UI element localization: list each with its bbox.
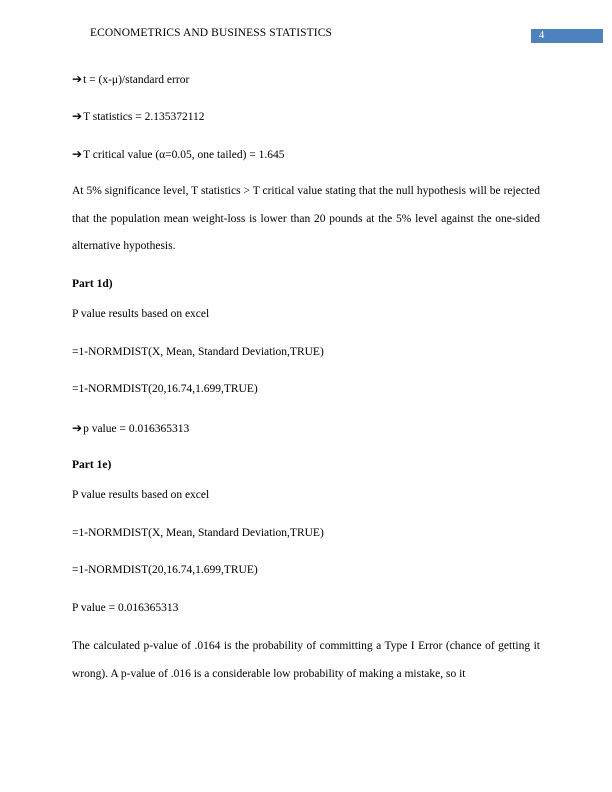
t-critical-line [72,147,285,161]
t-critical-text: T critical value (α=0.05, one tailed) = 1.645 [83,149,285,161]
p-value-excel-label-2: P value results based on excel [72,489,210,501]
p-value-line-2: P value = 0.016365313 [72,602,179,614]
p-value-text-1: p value = 0.016365313 [83,423,190,435]
arrow-right-icon: ➔ [72,72,83,86]
arrow-right-icon: ➔ [72,147,83,161]
normdist-formula-values-2: =1-NORMDIST(20,16.74,1.699,TRUE) [72,564,258,576]
p-value-line-1 [72,421,189,435]
arrow-right-icon: ➔ [72,421,83,435]
t-statistic-text: T statistics = 2.135372112 [83,111,205,123]
p-value-excel-label-1: P value results based on excel [72,308,210,320]
page-number: 4 [531,29,603,43]
interpretation-paragraph: The calculated p-value of .0164 is the probability of committing a Type I Error (chance of getting it wrong). A p-value of .016 is a considerable low probability of making a mistake, so it [72,640,540,680]
running-header: ECONOMETRICS AND BUSINESS STATISTICS [90,27,332,39]
normdist-formula-generic-1: =1-NORMDIST(X, Mean, Standard Deviation,TRUE) [72,346,324,358]
formula-line [72,72,189,86]
t-statistic-line [72,109,205,123]
normdist-formula-generic-2: =1-NORMDIST(X, Mean, Standard Deviation,TRUE) [72,527,324,539]
section-heading-1d: Part 1d) [72,278,113,290]
conclusion-paragraph: At 5% significance level, T statistics > T critical value stating that the null hypothesis will be rejected that the population mean weight-loss is lower than 20 pounds at the 5% level against the one-sided alternative hypothesis. [72,185,540,252]
normdist-formula-values-1: =1-NORMDIST(20,16.74,1.699,TRUE) [72,383,258,395]
arrow-right-icon: ➔ [72,109,83,123]
section-heading-1e: Part 1e) [72,459,112,471]
formula-text: t = (x-μ)/standard error [83,74,190,86]
